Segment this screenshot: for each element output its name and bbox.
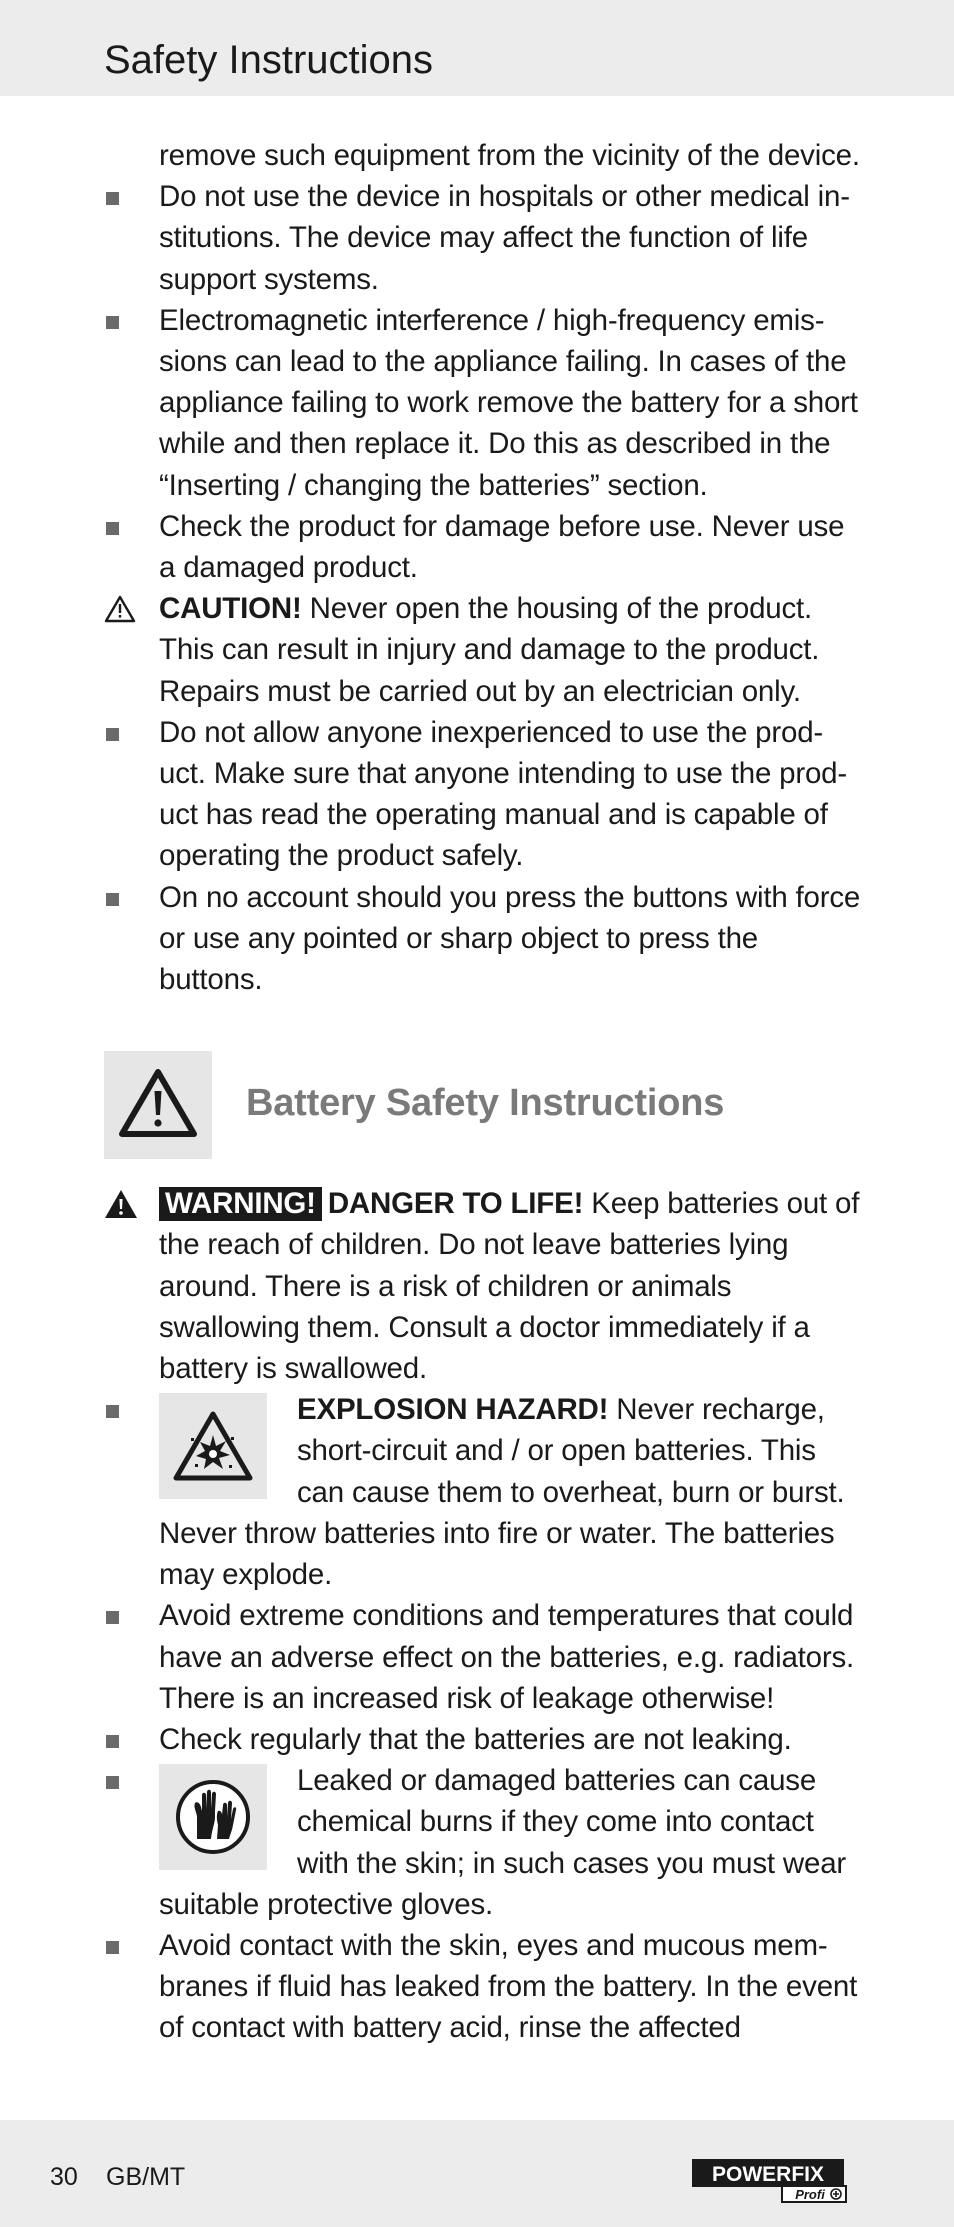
list-item: Do not use the device in hospitals or other medical in-stitutions. The device may affect the function of life support systems.	[104, 176, 864, 300]
list-item: Avoid extreme conditions and temperatures that could have an adverse effect on the batteries, e.g. radiators. There is an increased risk of leakage otherwise!	[104, 1595, 864, 1719]
list-item: Electromagnetic interference / high-frequency emis-sions can lead to the appliance failing. In cases of the appliance failing to work remove the battery for a short while and then replace it. Do this as described in the “Inserting / changing the batteries” section.	[104, 300, 864, 506]
warning-label: WARNING!	[159, 1187, 322, 1221]
bullet-square-icon	[106, 316, 119, 329]
region-code: GB/MT	[106, 2163, 186, 2191]
explosion-icon-box	[159, 1393, 267, 1499]
gloves-icon-box	[159, 1764, 267, 1870]
warning-triangle-icon	[118, 1067, 198, 1139]
bullet-square-icon	[106, 192, 119, 205]
list-item: Avoid contact with the skin, eyes and mucous mem-branes if fluid has leaked from the battery. In the event of contact with battery acid, rinse the affected	[104, 1925, 864, 2049]
svg-text:POWERFIX: POWERFIX	[711, 2163, 825, 2186]
list-item: Do not allow anyone inexperienced to use the prod-uct. Make sure that anyone intending to use the prod-uct has read the operating manual and is capable of operating the product safely.	[104, 712, 864, 877]
powerfix-logo	[692, 2157, 848, 2203]
danger-label: DANGER TO LIFE!	[327, 1187, 584, 1221]
bullet-square-icon	[106, 522, 119, 535]
page-title: Safety Instructions	[104, 38, 434, 82]
paragraph-continuation: remove such equipment from the vicinity of the device.	[159, 139, 860, 172]
warning-item: WARNING! DANGER TO LIFE! Keep batteries out of the reach of children. Do not leave batteries lying around. There is a risk of children or animals swallowing them. Consult a doctor immediately if a battery is swallowed.	[104, 1183, 864, 1389]
list-item: EXPLOSION HAZARD! Never recharge, short-circuit and / or open batteries. This can cause them to overheat, burn or burst. Never throw batteries into fire or water. The batteries may explode.	[104, 1389, 864, 1595]
list-item: On no account should you press the buttons with force or use any pointed or sharp object to press the buttons.	[104, 877, 864, 1001]
page-header	[0, 0, 954, 96]
list-item: Leaked or damaged batteries can cause chemical burns if they come into contact with the skin; in such cases you must wear suitable protective gloves.	[104, 1760, 864, 1925]
protective-gloves-icon	[173, 1777, 253, 1857]
caution-label: CAUTION!	[159, 592, 302, 626]
bullet-square-icon	[106, 1776, 119, 1789]
bullet-square-icon	[106, 1941, 119, 1954]
bullet-square-icon	[106, 728, 119, 741]
page-footer	[0, 2120, 954, 2227]
bullet-square-icon	[106, 1735, 119, 1748]
warning-triangle-icon	[104, 1189, 138, 1219]
page-number: 30	[50, 2163, 78, 2191]
explosion-hazard-icon	[173, 1411, 253, 1481]
caution-triangle-icon	[104, 595, 136, 623]
section-warning-icon-box	[104, 1051, 212, 1159]
list-item: Check regularly that the batteries are not leaking.	[104, 1719, 864, 1760]
list-item: Check the product for damage before use. Never use a damaged product.	[104, 506, 864, 588]
svg-text:Profi: Profi	[795, 2187, 825, 2202]
bullet-square-icon	[106, 1611, 119, 1624]
page-content	[104, 135, 864, 2049]
section-title: Battery Safety Instructions	[246, 1082, 725, 1125]
bullet-square-icon	[106, 1405, 119, 1418]
caution-item: CAUTION! Never open the housing of the product. This can result in injury and damage to the product. Repairs must be carried out by an electrician only.	[104, 588, 864, 712]
explosion-label: EXPLOSION HAZARD!	[297, 1393, 609, 1427]
bullet-square-icon	[106, 893, 119, 906]
battery-section-heading	[104, 1051, 864, 1159]
